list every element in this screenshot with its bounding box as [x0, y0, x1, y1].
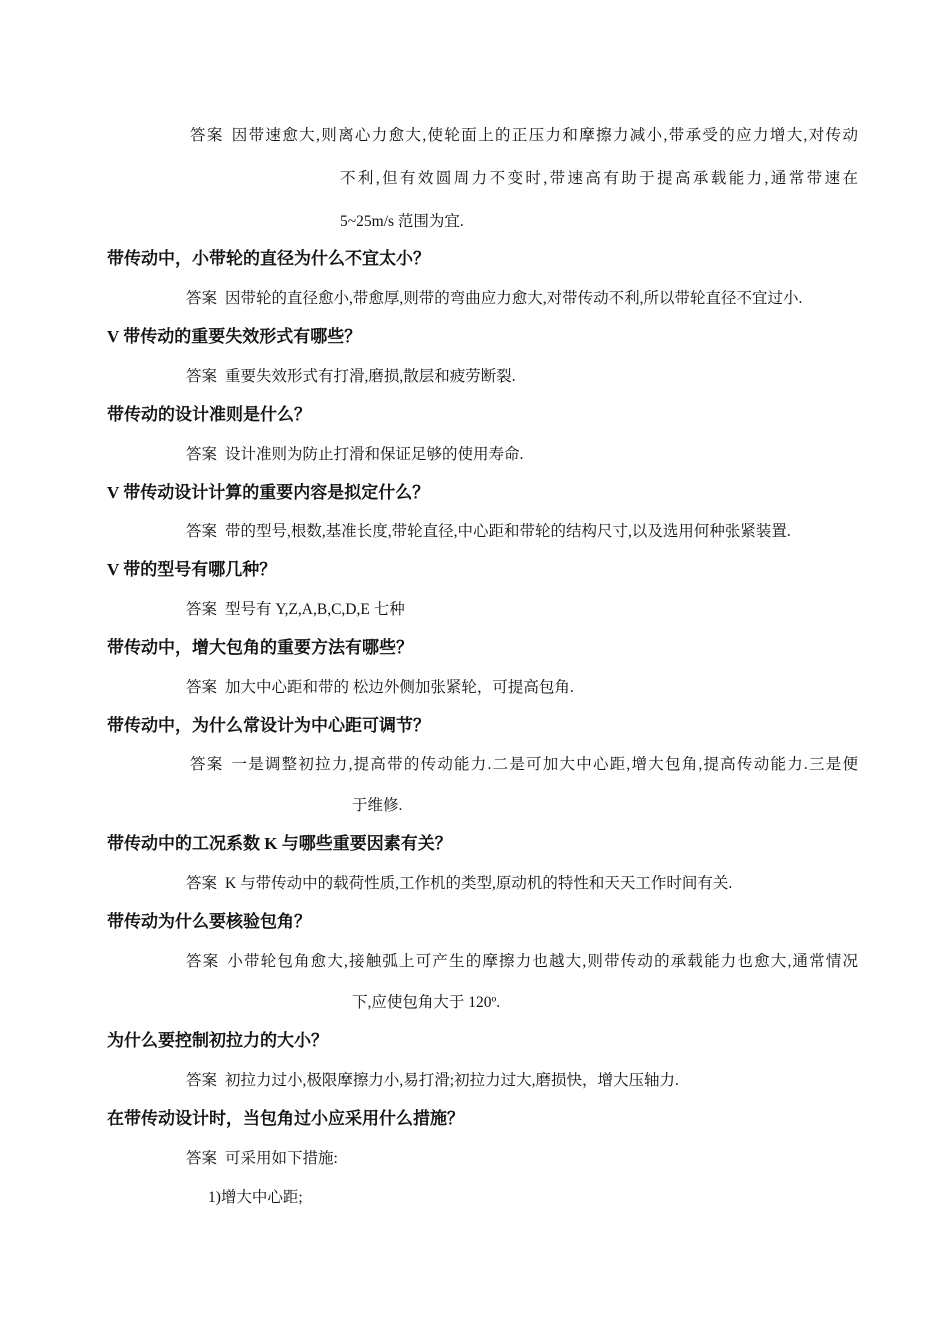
answer-label: 答案	[186, 679, 218, 696]
answer-label: 答案	[186, 1072, 218, 1089]
list-item: 1)增大中心距;	[208, 1189, 303, 1206]
answer-text: 一是调整初拉力,提高带的传动能力.二是可加大中心距,增大包角,提高传动能力.三是便	[231, 756, 858, 773]
answer-label: 答案	[190, 127, 224, 144]
answer-line	[190, 755, 858, 775]
answer-line	[186, 367, 516, 387]
answer-text: K 与带传动中的载荷性质,工作机的类型,原动机的特性和天天工作时间有关.	[225, 875, 733, 892]
answer-label: 答案	[190, 756, 224, 773]
answer-line	[186, 445, 523, 465]
answer-label: 答案	[186, 601, 218, 618]
answer-line	[186, 289, 802, 309]
question-heading: 为什么要控制初拉力的大小？	[107, 1031, 328, 1050]
answer-line: 不利,但有效圆周力不变时,带速高有助于提高承载能力,通常带速在	[340, 170, 858, 187]
answer-text: 加大中心距和带的 松边外侧加张紧轮，可提高包角.	[225, 679, 574, 696]
answer-text: 因带速愈大,则离心力愈大,使轮面上的正压力和摩擦力减小,带承受的应力增大,对传动	[231, 127, 858, 144]
answer-line: 5~25m/s 范围为宜.	[340, 213, 464, 230]
answer-line	[186, 522, 791, 542]
answer-text: 带的型号,根数,基准长度,带轮直径,中心距和带轮的结构尺寸,以及选用何种张紧装置.	[225, 523, 791, 540]
answer-line	[186, 874, 732, 894]
question-heading: 带传动为什么要核验包角？	[107, 912, 311, 931]
question-heading: V 带传动的重要失效形式有哪些？	[107, 327, 362, 346]
answer-line	[186, 678, 574, 698]
question-heading: 带传动中的工况系数 K 与哪些重要因素有关？	[107, 834, 452, 853]
answer-line: 下,应使包角大于 120º.	[352, 994, 501, 1011]
answer-line	[186, 952, 858, 972]
question-heading: V 带的型号有哪几种？	[107, 560, 277, 579]
answer-text: 重要失效形式有打滑,磨损,散层和疲劳断裂.	[225, 368, 516, 385]
answer-label: 答案	[186, 368, 218, 385]
answer-line	[186, 600, 405, 620]
answer-line	[190, 126, 858, 146]
question-heading: 在带传动设计时，当包角过小应采用什么措施？	[107, 1109, 464, 1128]
answer-line: 于维修.	[352, 797, 403, 814]
question-heading: 带传动的设计准则是什么？	[107, 405, 311, 424]
question-heading: 带传动中，小带轮的直径为什么不宜太小？	[107, 249, 430, 268]
answer-label: 答案	[186, 446, 218, 463]
question-heading: V 带传动设计计算的重要内容是拟定什么？	[107, 483, 430, 502]
answer-text: 型号有 Y,Z,A,B,C,D,E 七种	[225, 601, 405, 618]
answer-label: 答案	[186, 1150, 218, 1167]
answer-text: 小带轮包角愈大,接触弧上可产生的摩擦力也越大,则带传动的承载能力也愈大,通常情况	[227, 953, 858, 970]
answer-label: 答案	[186, 953, 220, 970]
answer-line	[186, 1071, 679, 1091]
answer-text: 可采用如下措施:	[225, 1150, 338, 1167]
answer-label: 答案	[186, 523, 218, 540]
answer-line	[186, 1149, 338, 1169]
answer-text: 设计准则为防止打滑和保证足够的使用寿命.	[225, 446, 524, 463]
answer-label: 答案	[186, 290, 218, 307]
answer-label: 答案	[186, 875, 218, 892]
answer-text: 初拉力过小,极限摩擦力小,易打滑;初拉力过大,磨损快，增大压轴力.	[225, 1072, 679, 1089]
question-heading: 带传动中，增大包角的重要方法有哪些？	[107, 638, 413, 657]
answer-text: 因带轮的直径愈小,带愈厚,则带的弯曲应力愈大,对带传动不利,所以带轮直径不宜过小.	[225, 290, 803, 307]
question-heading: 带传动中，为什么常设计为中心距可调节？	[107, 716, 430, 735]
